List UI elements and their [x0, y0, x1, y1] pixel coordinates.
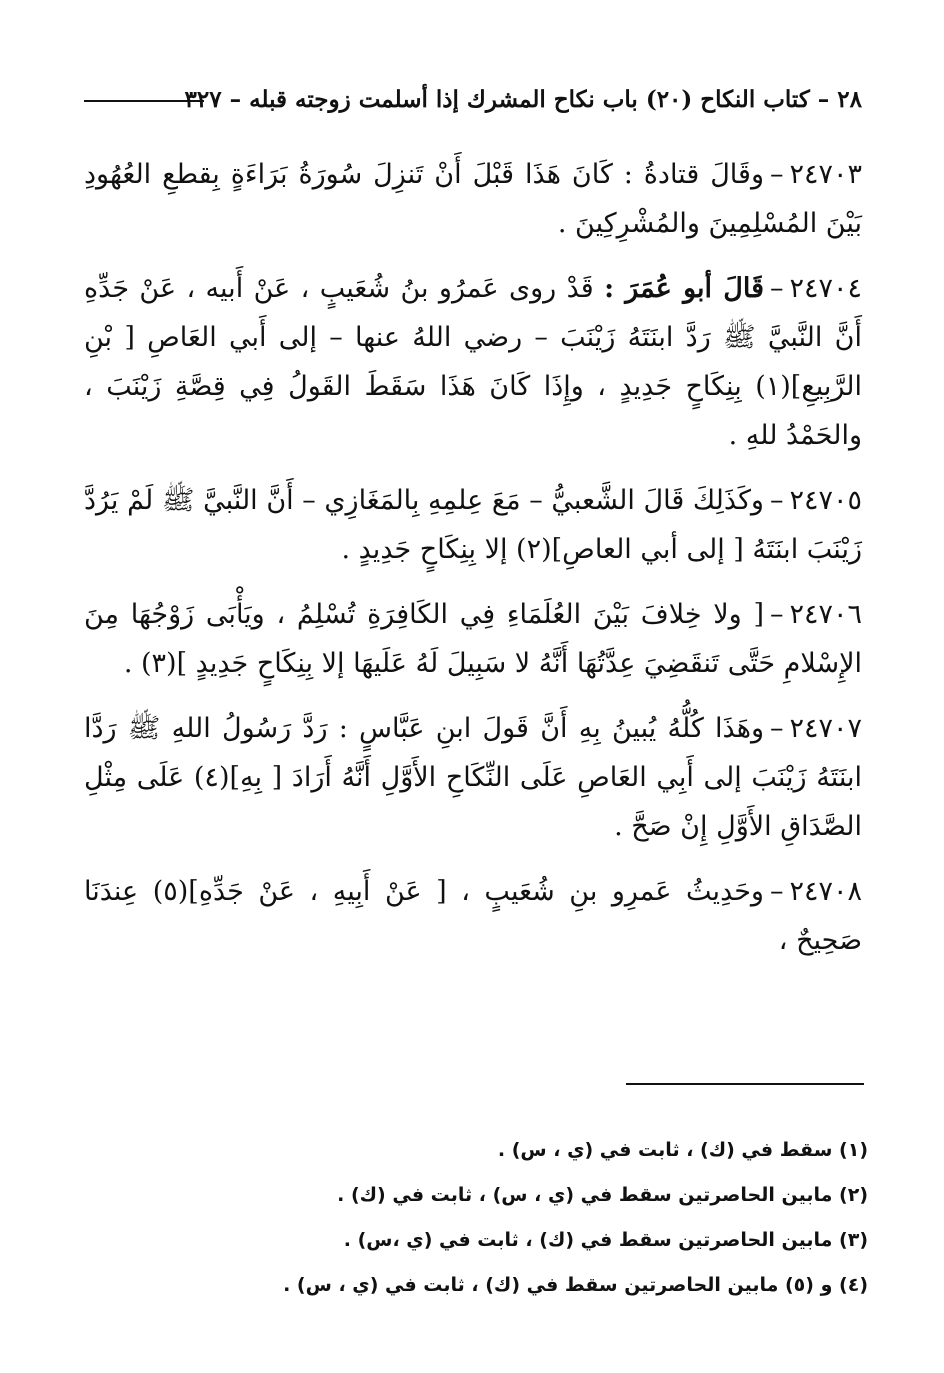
paragraph-24704: ٢٤٧٠٤–قَالَ أبو عُمَرَ : قَدْ روى عَمرُو بنُ شُعَيبٍ ، عَنْ أَبيه ، عَنْ جَدِّهِ أَنَّ النَّبيَّ ﷺ رَدَّ ابنَتَهُ زَيْنَبَ – رضي اللهُ عنها – إلى أَبي العَاصِ [ بْنِ الرَّبِيعِ](١) بِنِكَاحٍ جَدِيدٍ ، وإِذَا كَانَ هَذَا سَقَطَ القَولُ فِي قِصَّةِ زَيْنَبَ ، والحَمْدُ للهِ . — [84, 273, 863, 451]
footnote-2: (٢) مابين الحاصرتين سقط في (ي ، س) ، ثابت في (ك) . — [337, 1184, 868, 1206]
paragraph-text: وكَذَلِكَ قَالَ الشَّعبيُّ – مَعَ عِلمِهِ بِالمَغَازِي – أَنَّ النَّبيَّ ﷺ لَمْ يَرُدَّ زَيْنَبَ ابنَتَهُ [ إلى أبي العاصِ](٢) إلا بِنِكَاحٍ جَدِيدٍ . — [84, 485, 862, 565]
header-title: ٢٨ – كتاب النكاح (٢٠) باب نكاح المشرك إذا أسلمت زوجته قبله – ٣٢٧ — [184, 86, 862, 113]
paragraph-lead: قَالَ أبو عُمَرَ : — [604, 273, 764, 304]
paragraph-number: ٢٤٧٠٦ — [789, 599, 862, 630]
running-header — [84, 86, 862, 126]
paragraph-number: ٢٤٧٠٥ — [789, 485, 862, 516]
main-text — [84, 150, 862, 981]
paragraph-number: ٢٤٧٠٤ — [789, 273, 863, 304]
paragraph-24708: ٢٤٧٠٨–وحَدِيثُ عَمرِو بنِ شُعَيبٍ ، [ عَنْ أَبِيهِ ، عَنْ جَدِّهِ](٥) عِندَنَا صَحِيحٌ ، — [84, 876, 862, 956]
footnote-4-5: (٤) و (٥) مابين الحاصرتين سقط في (ك) ، ثابت في (ي ، س) . — [283, 1274, 868, 1296]
paragraph-number: ٢٤٧٠٨ — [789, 876, 862, 907]
footnotes — [84, 1128, 868, 1308]
paragraph-text: وحَدِيثُ عَمرِو بنِ شُعَيبٍ ، [ عَنْ أَبِيهِ ، عَنْ جَدِّهِ](٥) عِندَنَا صَحِيحٌ ، — [84, 876, 862, 956]
paragraph-24706: ٢٤٧٠٦–[ ولا خِلافَ بَيْنَ العُلَمَاءِ فِي الكَافِرَةِ تُسْلِمُ ، ويَأْبَى زَوْجُهَا مِنَ الإِسْلامِ حَتَّى تَنقَضِيَ عِدَّتُهَا أَنَّهُ لا سَبِيلَ لَهُ عَلَيهَا إلا بِنِكَاحٍ جَدِيدٍ ](٣) . — [84, 599, 862, 679]
paragraph-24705: ٢٤٧٠٥–وكَذَلِكَ قَالَ الشَّعبيُّ – مَعَ عِلمِهِ بِالمَغَازِي – أَنَّ النَّبيَّ ﷺ لَمْ يَرُدَّ زَيْنَبَ ابنَتَهُ [ إلى أبي العاصِ](٢) إلا بِنِكَاحٍ جَدِيدٍ . — [84, 485, 862, 565]
paragraph-text: قَدْ روى عَمرُو بنُ شُعَيبٍ ، عَنْ أَبيه ، عَنْ جَدِّهِ أَنَّ النَّبيَّ ﷺ رَدَّ ابنَتَهُ زَيْنَبَ – رضي اللهُ عنها – إلى أَبي العَاصِ [ بْنِ الرَّبِيعِ](١) بِنِكَاحٍ جَدِيدٍ ، وإِذَا كَانَ هَذَا سَقَطَ القَولُ فِي قِصَّةِ زَيْنَبَ ، والحَمْدُ للهِ . — [84, 273, 862, 451]
footnote-3: (٣) مابين الحاصرتين سقط في (ك) ، ثابت في (ي ،س) . — [343, 1229, 868, 1251]
footnote-1: (١) سقط في (ك) ، ثابت في (ي ، س) . — [497, 1139, 868, 1161]
paragraph-24703: ٢٤٧٠٣–وقَالَ قتادةُ : كَانَ هَذَا قَبْلَ أَنْ تَنزِلَ سُورَةُ بَرَاءَةٍ بِقطعِ العُهُودِ بَيْنَ المُسْلِمِينَ والمُشْرِكِينَ . — [84, 159, 862, 239]
paragraph-number: ٢٤٧٠٣ — [789, 159, 862, 190]
paragraph-text: وهَذَا كُلُّهُ يُبينُ بِهِ أَنَّ قَولَ ابنِ عَبَّاسٍ : رَدَّ رَسُولُ اللهِ ﷺ رَدَّا ابنَتَهُ زَيْنَبَ إلى أَبِي العَاصِ عَلَى النِّكَاحِ الأَوَّلِ أَنَّهُ أَرَادَ [ بِهِ](٤) عَلَى مِثْلِ الصَّدَاقِ الأَوَّلِ إِنْ صَحَّ . — [84, 713, 862, 842]
paragraph-text: وقَالَ قتادةُ : كَانَ هَذَا قَبْلَ أَنْ تَنزِلَ سُورَةُ بَرَاءَةٍ بِقطعِ العُهُودِ بَيْنَ المُسْلِمِينَ والمُشْرِكِينَ . — [84, 159, 862, 239]
footnote-separator — [626, 1083, 864, 1085]
paragraph-text: [ ولا خِلافَ بَيْنَ العُلَمَاءِ فِي الكَافِرَةِ تُسْلِمُ ، ويَأْبَى زَوْجُهَا مِنَ الإِسْلامِ حَتَّى تَنقَضِيَ عِدَّتُهَا أَنَّهُ لا سَبِيلَ لَهُ عَلَيهَا إلا بِنِكَاحٍ جَدِيدٍ ](٣) . — [84, 599, 862, 679]
paragraph-24707: ٢٤٧٠٧–وهَذَا كُلُّهُ يُبينُ بِهِ أَنَّ قَولَ ابنِ عَبَّاسٍ : رَدَّ رَسُولُ اللهِ ﷺ رَدَّا ابنَتَهُ زَيْنَبَ إلى أَبِي العَاصِ عَلَى النِّكَاحِ الأَوَّلِ أَنَّهُ أَرَادَ [ بِهِ](٤) عَلَى مِثْلِ الصَّدَاقِ الأَوَّلِ إِنْ صَحَّ . — [84, 713, 862, 842]
paragraph-number: ٢٤٧٠٧ — [789, 713, 862, 744]
